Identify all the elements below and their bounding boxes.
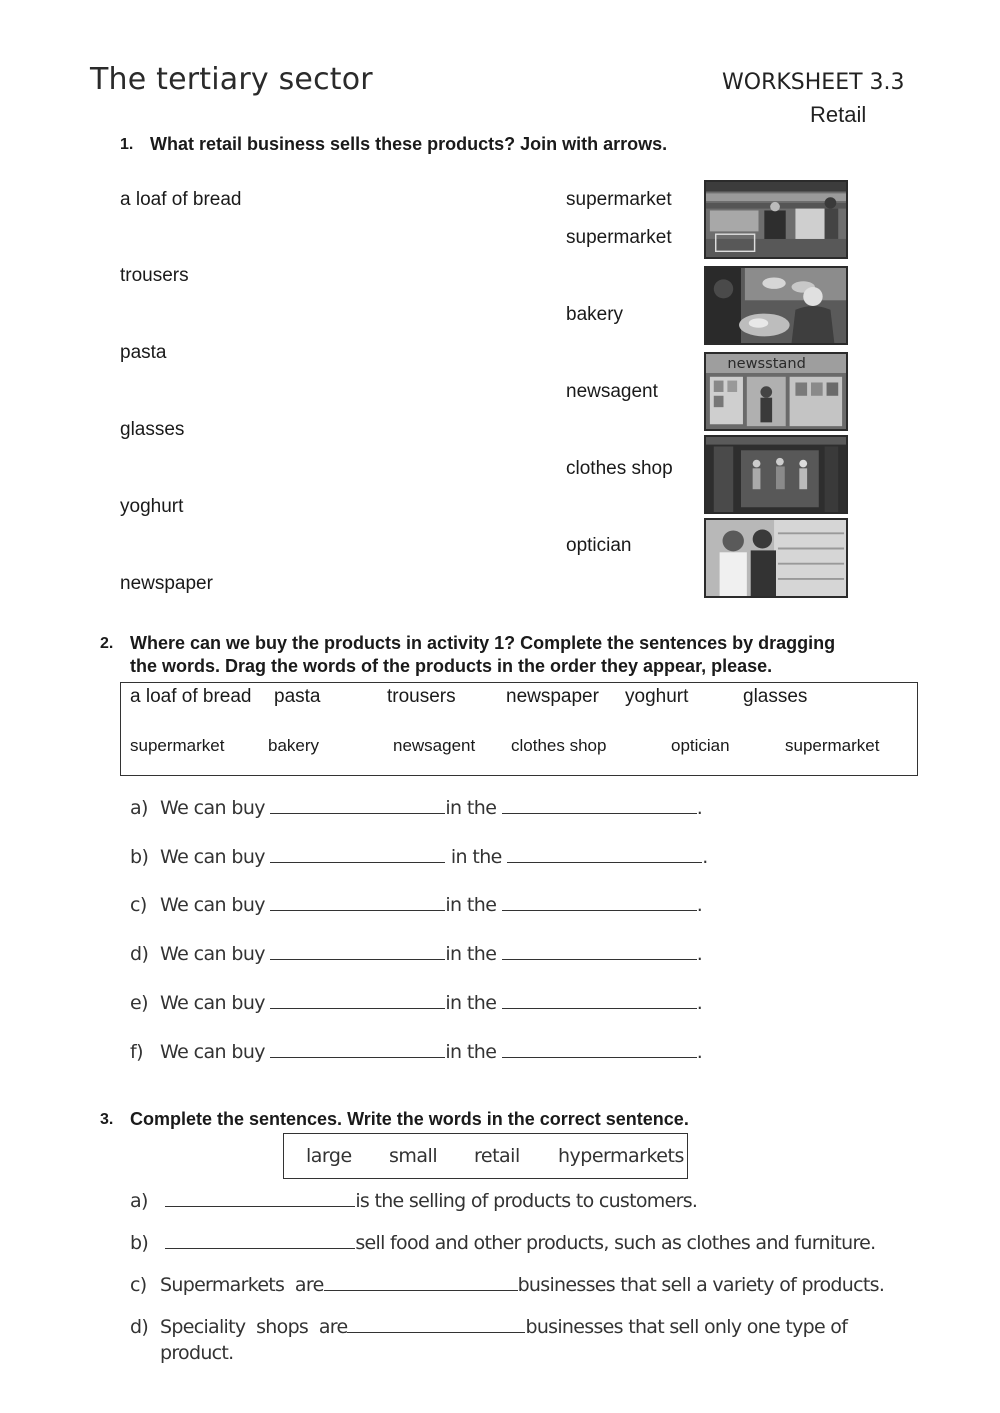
- q1-shop-item[interactable]: optician: [566, 535, 632, 556]
- q1-shop-item[interactable]: supermarket: [566, 227, 672, 248]
- newsstand-sign-text: newsstand: [727, 356, 806, 373]
- draggable-word[interactable]: newspaper: [506, 686, 599, 707]
- answer-blank[interactable]: [165, 1188, 355, 1207]
- bakery-photo: [704, 266, 848, 345]
- worksheet-title: The tertiary sector: [90, 62, 373, 97]
- question-2-text-line2: the words. Drag the words of the products in the order they appear, please.: [130, 656, 773, 676]
- shop-drop-blank[interactable]: [502, 892, 697, 911]
- supermarket-photo: [704, 180, 848, 259]
- sentence-label: b): [130, 1232, 149, 1254]
- draggable-word[interactable]: yoghurt: [625, 686, 689, 707]
- q1-product-item[interactable]: pasta: [120, 342, 167, 363]
- draggable-word[interactable]: supermarket: [785, 736, 880, 755]
- sentence-label: c): [130, 894, 147, 916]
- q3-sentence: c) Supermarkets are businesses that sell a variety of products.: [130, 1274, 885, 1296]
- product-drop-blank[interactable]: [270, 892, 445, 911]
- draggable-word[interactable]: optician: [671, 736, 730, 755]
- sentence-label: d): [130, 943, 149, 965]
- clothes-shop-photo: [704, 435, 848, 514]
- product-drop-blank[interactable]: [270, 941, 445, 960]
- question-3-text: Complete the sentences. Write the words in the correct sentence.: [130, 1109, 689, 1129]
- draggable-word[interactable]: clothes shop: [511, 736, 607, 755]
- newsstand-photo: [704, 352, 848, 431]
- sentence-label: f): [130, 1041, 143, 1063]
- question-2-text-line1: Where can we buy the products in activity 1? Complete the sentences by dragging: [130, 633, 836, 653]
- word-bank-item[interactable]: hypermarkets: [558, 1145, 684, 1167]
- sentence-label: a): [130, 797, 148, 819]
- q2-sentence: f) We can buy in the .: [130, 1041, 703, 1063]
- q1-shop-item[interactable]: clothes shop: [566, 458, 673, 479]
- q2-sentence: e) We can buy in the .: [130, 992, 703, 1014]
- shop-drop-blank[interactable]: [502, 795, 697, 814]
- draggable-word[interactable]: trousers: [387, 686, 456, 707]
- q3-sentence-continuation: product.: [160, 1342, 234, 1364]
- shop-drop-blank[interactable]: [507, 844, 702, 863]
- worksheet-number: WORKSHEET 3.3: [722, 70, 905, 95]
- word-bank-item[interactable]: large: [306, 1145, 352, 1167]
- answer-blank[interactable]: [347, 1314, 525, 1333]
- sentence-label: c): [130, 1274, 147, 1296]
- draggable-word[interactable]: newsagent: [393, 736, 476, 755]
- q1-product-item[interactable]: glasses: [120, 419, 185, 440]
- sentence-label: a): [130, 1190, 148, 1212]
- draggable-word[interactable]: bakery: [268, 736, 320, 755]
- shop-drop-blank[interactable]: [502, 941, 697, 960]
- sentence-label: e): [130, 992, 148, 1014]
- question-3-number: 3.: [100, 1111, 114, 1128]
- q3-sentence: a) is the selling of products to customers.: [130, 1190, 698, 1212]
- q2-word-bank: [120, 682, 918, 776]
- q3-sentence: b) sell food and other products, such as clothes and furniture.: [130, 1232, 876, 1254]
- question-2-number: 2.: [100, 635, 114, 652]
- question-1-text: What retail business sells these products? Join with arrows.: [150, 134, 668, 154]
- draggable-word[interactable]: glasses: [743, 686, 808, 707]
- shop-drop-blank[interactable]: [502, 1039, 697, 1058]
- optician-photo: [704, 518, 848, 598]
- q1-shop-item[interactable]: newsagent: [566, 381, 658, 402]
- q1-product-item[interactable]: yoghurt: [120, 496, 184, 517]
- draggable-word[interactable]: pasta: [274, 686, 321, 707]
- q3-sentence: d) Speciality shops are businesses that sell only one type of: [130, 1316, 848, 1338]
- q1-shop-item[interactable]: supermarket: [566, 189, 672, 210]
- word-bank-item[interactable]: small: [389, 1145, 438, 1167]
- draggable-word[interactable]: supermarket: [130, 736, 225, 755]
- q3-word-bank: [283, 1133, 688, 1179]
- answer-blank[interactable]: [324, 1272, 518, 1291]
- shop-drop-blank[interactable]: [502, 990, 697, 1009]
- product-drop-blank[interactable]: [270, 1039, 445, 1058]
- product-drop-blank[interactable]: [270, 795, 445, 814]
- worksheet-subtitle: Retail: [810, 102, 867, 127]
- q2-sentence: a) We can buy in the .: [130, 797, 703, 819]
- q1-shop-item[interactable]: bakery: [566, 304, 624, 325]
- q2-sentence: c) We can buy in the .: [130, 894, 703, 916]
- sentence-label: d): [130, 1316, 149, 1338]
- answer-blank[interactable]: [165, 1230, 355, 1249]
- q2-sentence: d) We can buy in the .: [130, 943, 703, 965]
- product-drop-blank[interactable]: [270, 844, 445, 863]
- q2-sentence: b) We can buy in the .: [130, 846, 708, 868]
- product-drop-blank[interactable]: [270, 990, 445, 1009]
- q1-product-item[interactable]: a loaf of bread: [120, 189, 242, 210]
- draggable-word[interactable]: a loaf of bread: [130, 686, 252, 707]
- sentence-label: b): [130, 846, 149, 868]
- question-1-number: 1.: [120, 136, 134, 153]
- q1-product-item[interactable]: trousers: [120, 265, 189, 286]
- word-bank-item[interactable]: retail: [474, 1145, 520, 1167]
- q1-product-item[interactable]: newspaper: [120, 573, 213, 594]
